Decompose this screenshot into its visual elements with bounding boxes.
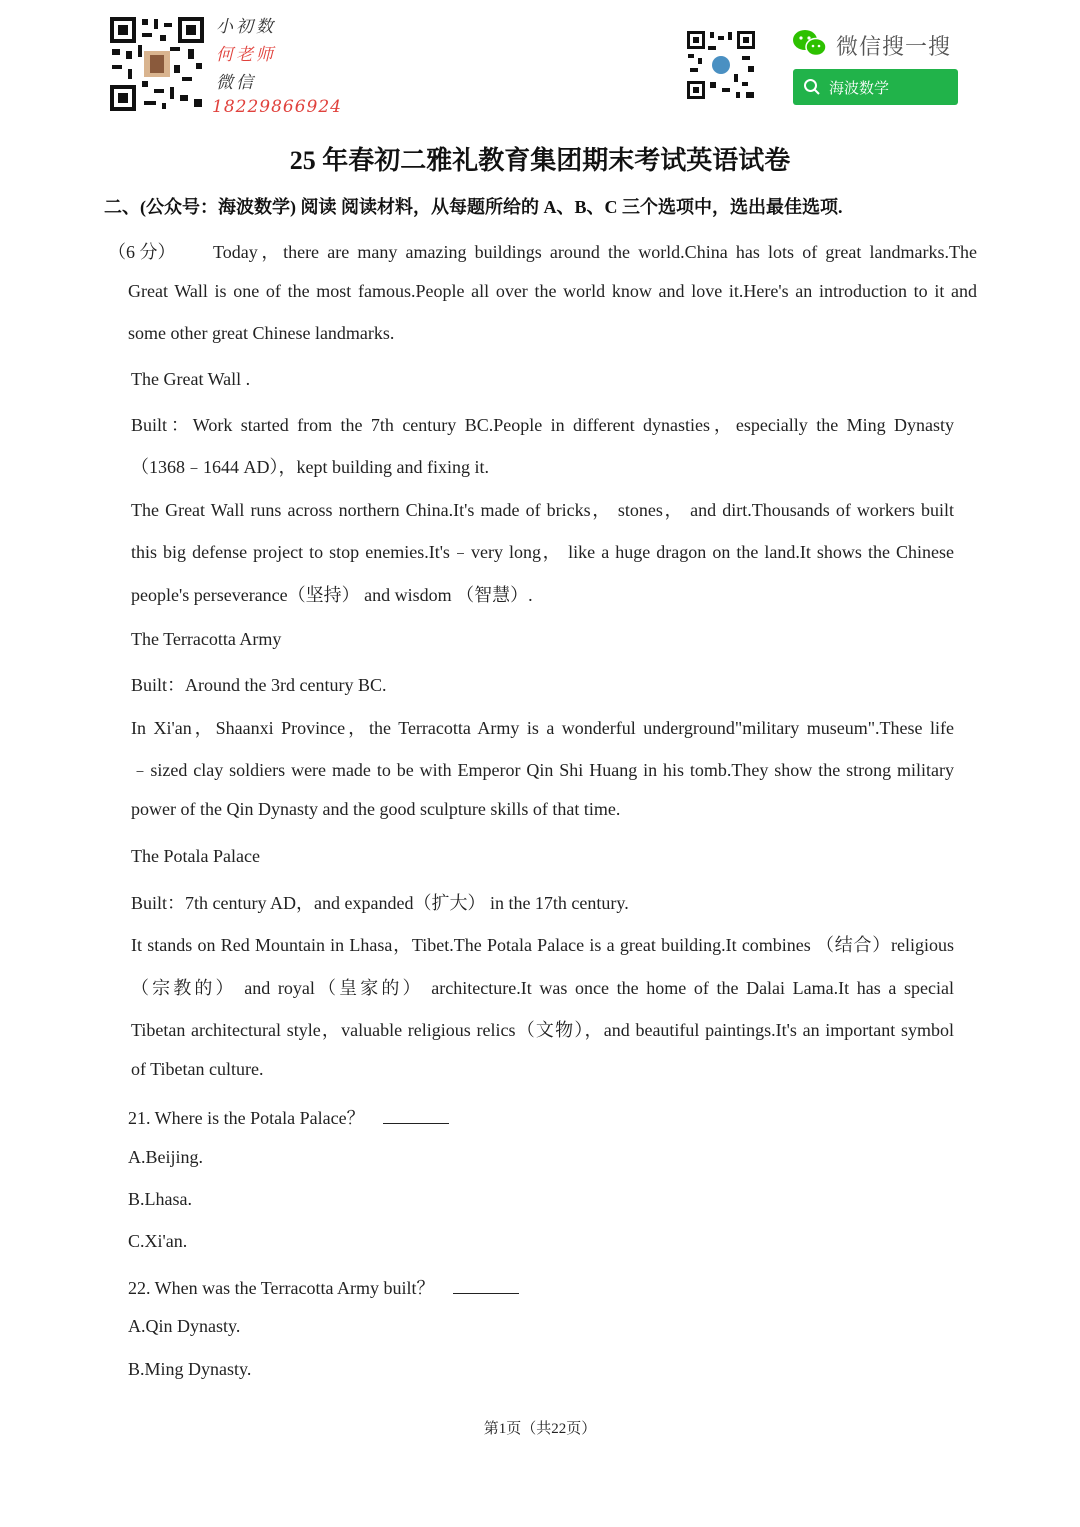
points-label: （6 分） [108,242,176,262]
contact-line-course: 小初数 [216,17,276,37]
passage-intro-line: Today，there are many amazing buildings around the world.China has lots of great landmarks.The [213,242,977,262]
question-prompt: 22. When was the Terracotta Army built？ [128,1278,435,1298]
contact-line-teacher: 何老师 [216,45,276,65]
question-prompt: 21. Where is the Potala Palace？ [128,1108,365,1128]
answer-blank[interactable] [383,1122,449,1124]
question-21 [128,1104,449,1130]
question-option[interactable]: A.Beijing. [128,1147,203,1167]
terracotta-body-line: power of the Qin Dynasty and the good sculpture skills of that time. [131,799,621,819]
potala-body-line: It stands on Red Mountain in Lhasa，Tibet.The Potala Palace is a great building.It combines （结合）religious [131,935,954,955]
great-wall-heading: The Great Wall . [131,369,251,389]
potala-body-line: of Tibetan culture. [131,1059,264,1079]
wechat-search-button-label: 海波数学 [829,79,890,97]
terracotta-body-line: ﹣sized clay soldiers were made to be with Emperor Qin Shi Huang in his tomb.They show the strong military [131,760,954,780]
answer-blank[interactable] [453,1292,519,1294]
terracotta-heading: The Terracotta Army [131,629,282,649]
section-heading: 二、(公众号：海波数学) 阅读 阅读材料，从每题所给的 A、B、C 三个选项中，选出最佳选项. [104,197,843,217]
potala-body-line: （宗教的） and royal（皇家的） architecture.It was once the home of the Dalai Lama.It has a special [131,978,954,998]
terracotta-body-line: In Xi'an，Shaanxi Province，the Terracotta Army is a wonderful underground"military museum".These life [131,718,954,738]
potala-body-line: Tibetan architectural style，valuable religious relics（文物），and beautiful paintings.It's an important symbol [131,1020,954,1040]
wechat-search-title: 微信搜一搜 [836,35,952,60]
question-option[interactable]: A.Qin Dynasty. [128,1316,241,1336]
great-wall-built: Built：Work started from the 7th century BC.People in different dynasties，especially the Ming Dynasty [131,415,954,435]
potala-built: Built：7th century AD，and expanded（扩大） in the 17th century. [131,893,629,913]
great-wall-body-line: The Great Wall runs across northern China.It's made of bricks， stones， and dirt.Thousands of workers built [131,500,954,520]
wechat-search-button[interactable] [793,69,958,105]
qr-code-icon [108,15,206,113]
exam-title: 25 年春初二雅礼教育集团期末考试英语试卷 [289,146,791,175]
contact-qr-code [108,15,206,113]
contact-line-wechat: 微信 [216,73,256,93]
passage-intro-line: some other great Chinese landmarks. [128,323,395,343]
wechat-qr-code [686,30,756,100]
wechat-logo-icon [792,28,828,58]
potala-heading: The Potala Palace [131,846,260,866]
search-icon [803,78,821,96]
contact-phone-number: 18229866924 [212,97,342,117]
great-wall-built: （1368﹣1644 AD），kept building and fixing it. [131,457,489,477]
passage-intro-line: Great Wall is one of the most famous.People all over the world know and love it.Here's an introduction to it and [128,281,977,301]
great-wall-body-line: people's perseverance（坚持） and wisdom （智慧）. [131,585,533,605]
question-option[interactable]: B.Ming Dynasty. [128,1359,252,1379]
page-number: 第1页（共22页） [483,1421,597,1437]
qr-code-icon [686,30,756,100]
great-wall-body-line: this big defense project to stop enemies.It's﹣very long， like a huge dragon on the land.It shows the Chinese [131,542,954,562]
terracotta-built: Built：Around the 3rd century BC. [131,675,387,695]
question-22 [128,1274,519,1300]
question-option[interactable]: B.Lhasa. [128,1189,192,1209]
question-option[interactable]: C.Xi'an. [128,1231,188,1251]
